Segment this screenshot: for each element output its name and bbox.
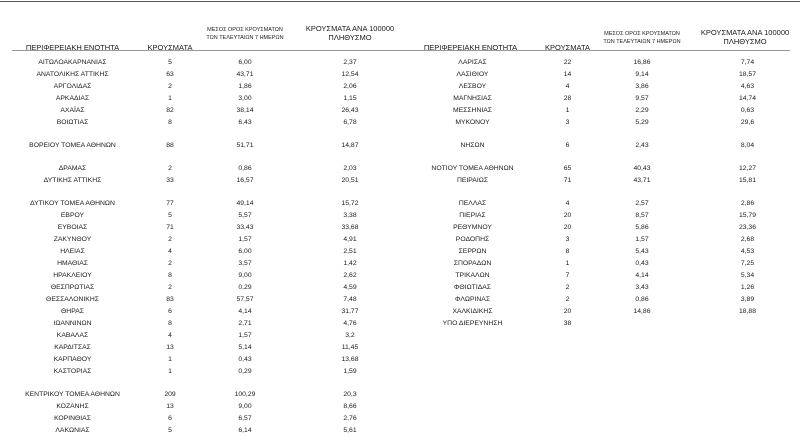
- left-cell-avg: 49,14: [236, 200, 254, 207]
- left-table-row: [0, 343, 800, 353]
- left-cell-cases: 77: [166, 200, 174, 207]
- right-cell-cases: 22: [563, 59, 572, 66]
- left-cell-per100k: 2,62: [343, 272, 357, 279]
- left-cell-cases: 8: [168, 272, 172, 279]
- right-cell-name: ΠΙΕΡΙΑΣ: [459, 212, 486, 219]
- left-cell-name: ΛΑΚΩΝΙΑΣ: [55, 427, 90, 434]
- left-cell-avg: 0,29: [238, 368, 252, 375]
- left-cell-name: ΗΛΕΙΑΣ: [60, 248, 85, 255]
- left-cell-cases: 4: [168, 332, 172, 339]
- left-cell-name: ΑΙΤΩΛΟΑΚΑΡΝΑΝΙΑΣ: [38, 59, 107, 66]
- left-cell-avg: 3,00: [238, 95, 252, 102]
- left-table-row: [0, 426, 800, 436]
- right-cell-avg: 3,86: [635, 83, 649, 90]
- right-table-row: [0, 283, 800, 293]
- left-header-cases: ΚΡΟΥΣΜΑΤΑ: [147, 43, 193, 52]
- left-cell-name: ΚΑΣΤΟΡΙΑΣ: [53, 368, 92, 375]
- left-cell-avg: 2,71: [238, 320, 252, 327]
- left-cell-cases: 4: [168, 248, 172, 255]
- left-cell-per100k: 2,51: [343, 248, 357, 255]
- right-cell-avg: 9,14: [635, 71, 649, 78]
- left-cell-avg: 57,57: [236, 296, 254, 303]
- left-cell-per100k: 3,38: [343, 212, 357, 219]
- right-cell-per100k: 5,34: [740, 272, 755, 279]
- left-cell-cases: 88: [166, 142, 174, 149]
- right-cell-avg: 2,57: [635, 200, 649, 207]
- left-cell-per100k: 26,43: [341, 107, 359, 114]
- left-cell-cases: 8: [168, 119, 172, 126]
- right-cell-avg: 5,86: [635, 224, 649, 231]
- right-cell-cases: 4: [565, 83, 570, 90]
- left-header-per100k-line1: ΚΡΟΥΣΜΑΤΑ ΑΝΑ 100000: [305, 24, 395, 33]
- left-cell-avg: 0,29: [238, 284, 252, 291]
- right-cell-cases: 20: [563, 212, 572, 219]
- right-cell-cases: 1: [565, 107, 570, 114]
- left-table-row: [0, 331, 800, 341]
- left-cell-per100k: 4,91: [343, 236, 357, 243]
- right-cell-name: ΣΕΡΡΩΝ: [458, 248, 487, 255]
- left-cell-avg: 6,43: [238, 119, 252, 126]
- left-cell-cases: 5: [168, 427, 172, 434]
- right-header-cases: ΚΡΟΥΣΜΑΤΑ: [545, 43, 590, 52]
- right-cell-avg: 8,57: [635, 212, 649, 219]
- right-table-row: [0, 70, 800, 80]
- left-cell-avg: 6,14: [238, 427, 252, 434]
- right-table-row: [0, 199, 800, 209]
- left-cell-name: ΙΩΑΝΝΙΝΩΝ: [53, 320, 92, 327]
- left-cell-per100k: 4,76: [343, 320, 357, 327]
- left-header-avg: [195, 26, 295, 42]
- left-cell-avg: 43,71: [236, 71, 254, 78]
- right-cell-per100k: 29,6: [740, 119, 755, 126]
- right-cell-name: ΜΥΚΟΝΟΥ: [455, 119, 490, 126]
- right-cell-cases: 28: [563, 95, 572, 102]
- left-cell-per100k: 4,59: [343, 284, 357, 291]
- right-table-row: [0, 211, 800, 221]
- left-cell-name: ΒΟΙΩΤΙΑΣ: [56, 119, 89, 126]
- left-cell-avg: 4,14: [238, 308, 252, 315]
- left-cell-avg: 38,14: [236, 107, 254, 114]
- left-cell-per100k: 1,42: [343, 260, 357, 267]
- left-cell-cases: 33: [166, 177, 174, 184]
- left-cell-name: ΘΕΣΣΑΛΟΝΙΚΗΣ: [46, 296, 99, 303]
- right-cell-per100k: 7,25: [740, 260, 755, 267]
- right-table-row: [0, 176, 800, 186]
- right-table-row: [0, 307, 800, 317]
- left-cell-cases: 2: [168, 236, 172, 243]
- right-header-avg: [592, 30, 692, 46]
- right-cell-per100k: 23,36: [738, 224, 756, 231]
- right-cell-per100k: 12,27: [738, 165, 756, 172]
- left-cell-cases: 83: [166, 296, 174, 303]
- left-cell-name: ΘΗΡΑΣ: [61, 308, 84, 315]
- left-cell-avg: 9,00: [238, 272, 252, 279]
- left-cell-name: ΑΡΚΑΔΙΑΣ: [55, 95, 90, 102]
- left-cell-cases: 6: [168, 308, 172, 315]
- right-cell-per100k: 15,81: [738, 177, 756, 184]
- left-cell-cases: 71: [166, 224, 174, 231]
- left-cell-per100k: 31,77: [341, 308, 359, 315]
- left-cell-name: ΘΕΣΠΡΩΤΙΑΣ: [50, 284, 95, 291]
- left-table-row: [0, 402, 800, 412]
- right-cell-per100k: 4,63: [740, 83, 755, 90]
- left-cell-cases: 1: [168, 368, 172, 375]
- right-cell-cases: 20: [563, 308, 572, 315]
- left-cell-per100k: 1,59: [343, 368, 357, 375]
- right-header-per100k: [690, 28, 800, 46]
- left-cell-cases: 2: [168, 83, 172, 90]
- right-table-row: [0, 164, 800, 174]
- right-header-per100k-line2: ΠΛΗΘΥΣΜΟ: [723, 37, 767, 46]
- left-table-row: [0, 390, 800, 400]
- left-cell-avg: 3,57: [238, 260, 252, 267]
- left-header-avg-line1: ΜΕΣΟΣ ΟΡΟΣ ΚΡΟΥΣΜΑΤΩΝ: [207, 27, 283, 33]
- left-cell-name: ΑΡΓΟΛΙΔΑΣ: [53, 83, 92, 90]
- left-cell-per100k: 2,76: [343, 415, 357, 422]
- left-cell-name: ΚΕΝΤΡΙΚΟΥ ΤΟΜΕΑ ΑΘΗΝΩΝ: [25, 391, 120, 398]
- right-table-row: [0, 271, 800, 281]
- right-cell-cases: 38: [563, 320, 572, 327]
- right-table-row: [0, 94, 800, 104]
- right-header-avg-line1: ΜΕΣΟΣ ΟΡΟΣ ΚΡΟΥΣΜΑΤΩΝ: [604, 31, 680, 37]
- right-cell-name: ΡΕΘΥΜΝΟΥ: [453, 224, 492, 231]
- left-cell-cases: 209: [164, 391, 176, 398]
- right-cell-avg: 4,14: [635, 272, 649, 279]
- right-cell-cases: 71: [563, 177, 572, 184]
- left-cell-name: ΔΥΤΙΚΟΥ ΤΟΜΕΑ ΑΘΗΝΩΝ: [30, 200, 115, 207]
- right-cell-avg: 3,43: [635, 284, 649, 291]
- right-cell-avg: 43,71: [633, 177, 651, 184]
- right-cell-name: ΝΟΤΙΟΥ ΤΟΜΕΑ ΑΘΗΝΩΝ: [431, 165, 514, 172]
- left-cell-name: ΑΝΑΤΟΛΙΚΗΣ ΑΤΤΙΚΗΣ: [36, 71, 109, 78]
- right-header-per100k-line1: ΚΡΟΥΣΜΑΤΑ ΑΝΑ 100000: [700, 28, 790, 37]
- right-cell-per100k: 1,26: [740, 284, 755, 291]
- right-cell-avg: 0,86: [635, 296, 649, 303]
- right-cell-name: ΛΕΣΒΟΥ: [458, 83, 487, 90]
- right-cell-name: ΛΑΡΙΣΑΣ: [458, 59, 487, 66]
- right-cell-name: ΜΕΣΣΗΝΙΑΣ: [452, 107, 493, 114]
- left-cell-per100k: 7,48: [343, 296, 357, 303]
- right-table-row: [0, 82, 800, 92]
- right-cell-per100k: 7,74: [740, 59, 755, 66]
- left-cell-avg: 9,00: [238, 403, 252, 410]
- right-cell-per100k: 8,04: [740, 142, 755, 149]
- left-cell-avg: 6,57: [238, 415, 252, 422]
- left-cell-per100k: 13,68: [341, 356, 359, 363]
- left-cell-cases: 8: [168, 320, 172, 327]
- right-cell-cases: 1: [565, 260, 570, 267]
- left-cell-avg: 51,71: [236, 142, 254, 149]
- left-cell-name: ΔΥΤΙΚΗΣ ΑΤΤΙΚΗΣ: [43, 177, 102, 184]
- left-cell-name: ΔΡΑΜΑΣ: [58, 165, 87, 172]
- right-cell-per100k: 0,63: [740, 107, 755, 114]
- left-cell-per100k: 11,45: [341, 344, 359, 351]
- right-cell-per100k: 4,53: [740, 248, 755, 255]
- right-cell-name: ΛΑΣΙΘΙΟΥ: [456, 71, 489, 78]
- left-cell-name: ΚΟΖΑΝΗΣ: [56, 403, 89, 410]
- left-cell-avg: 5,14: [238, 344, 252, 351]
- left-cell-cases: 63: [166, 71, 174, 78]
- right-cell-cases: 2: [565, 296, 570, 303]
- right-cell-avg: 9,57: [635, 95, 649, 102]
- left-header-avg-line2: ΤΩΝ ΤΕΛΕΥΤΑΙΩΝ 7 ΗΜΕΡΩΝ: [206, 35, 284, 41]
- right-table-row: [0, 223, 800, 233]
- right-cell-per100k: 14,74: [738, 95, 756, 102]
- right-table-row: [0, 106, 800, 116]
- right-table-row: [0, 259, 800, 269]
- right-cell-per100k: 2,86: [740, 200, 755, 207]
- left-cell-per100k: 1,15: [343, 95, 357, 102]
- left-cell-per100k: 8,66: [343, 403, 357, 410]
- right-header-avg-line2: ΤΩΝ ΤΕΛΕΥΤΑΙΩΝ 7 ΗΜΕΡΩΝ: [603, 39, 681, 45]
- right-cell-avg: 16,86: [633, 59, 651, 66]
- left-cell-avg: 16,57: [236, 177, 254, 184]
- right-cell-avg: 5,29: [635, 119, 649, 126]
- left-cell-name: ΕΒΡΟΥ: [60, 212, 85, 219]
- right-table-row: [0, 141, 800, 151]
- right-cell-name: ΡΟΔΟΠΗΣ: [455, 236, 490, 243]
- left-cell-per100k: 15,72: [341, 200, 359, 207]
- left-cell-cases: 2: [168, 284, 172, 291]
- left-cell-name: ΗΜΑΘΙΑΣ: [57, 260, 88, 267]
- left-cell-per100k: 6,78: [343, 119, 357, 126]
- right-cell-cases: 7: [565, 272, 570, 279]
- left-cell-cases: 5: [168, 212, 172, 219]
- left-cell-per100k: 2,06: [343, 83, 357, 90]
- right-cell-name: ΥΠΟ ΔΙΕΡΕΥΝΗΣΗ: [442, 320, 503, 327]
- right-cell-per100k: 2,68: [740, 236, 755, 243]
- right-table-row: [0, 58, 800, 68]
- left-cell-avg: 0,43: [238, 356, 252, 363]
- left-cell-per100k: 2,37: [343, 59, 357, 66]
- left-cell-name: ΒΟΡΕΙΟΥ ΤΟΜΕΑ ΑΘΗΝΩΝ: [29, 142, 116, 149]
- right-header-region: ΠΕΡΙΦΕΡΕΙΑΚΗ ΕΝΟΤΗΤΑ: [423, 43, 518, 52]
- left-cell-name: ΚΑΡΠΑΘΟΥ: [53, 356, 92, 363]
- right-table-row: [0, 295, 800, 305]
- left-header-per100k: [295, 24, 405, 42]
- right-cell-per100k: 18,57: [738, 71, 756, 78]
- right-cell-avg: 2,43: [635, 142, 649, 149]
- right-cell-avg: 5,43: [635, 248, 649, 255]
- right-cell-cases: 2: [565, 284, 570, 291]
- left-cell-name: ΚΟΡΙΝΘΙΑΣ: [54, 415, 91, 422]
- right-cell-name: ΜΑΓΝΗΣΙΑΣ: [453, 95, 492, 102]
- right-cell-cases: 3: [565, 119, 570, 126]
- right-cell-cases: 6: [565, 142, 570, 149]
- left-cell-per100k: 5,61: [343, 427, 357, 434]
- right-table-row: [0, 319, 800, 329]
- left-cell-per100k: 33,68: [341, 224, 359, 231]
- left-cell-avg: 100,29: [234, 391, 256, 398]
- left-cell-per100k: 20,3: [343, 391, 357, 398]
- left-table-row: [0, 414, 800, 424]
- right-cell-avg: 0,43: [635, 260, 649, 267]
- left-cell-name: ΗΡΑΚΛΕΙΟΥ: [53, 272, 92, 279]
- right-cell-name: ΦΛΩΡΙΝΑΣ: [454, 296, 491, 303]
- left-cell-avg: 0,86: [238, 165, 252, 172]
- left-cell-cases: 82: [166, 107, 174, 114]
- left-cell-avg: 6,00: [238, 248, 252, 255]
- right-cell-avg: 40,43: [633, 165, 651, 172]
- left-cell-name: ΖΑΚΥΝΘΟΥ: [53, 236, 92, 243]
- right-cell-name: ΝΗΣΩΝ: [460, 142, 485, 149]
- left-cell-cases: 1: [168, 95, 172, 102]
- left-cell-per100k: 3,2: [345, 332, 355, 339]
- left-cell-avg: 33,43: [236, 224, 254, 231]
- right-cell-avg: 1,57: [635, 236, 649, 243]
- right-table-row: [0, 235, 800, 245]
- left-cell-name: ΚΑΡΔΙΤΣΑΣ: [54, 344, 91, 351]
- left-table-row: [0, 355, 800, 365]
- left-cell-avg: 5,57: [238, 212, 252, 219]
- right-cell-name: ΠΕΛΛΑΣ: [458, 200, 487, 207]
- left-cell-cases: 2: [168, 260, 172, 267]
- left-cell-cases: 5: [168, 59, 172, 66]
- right-cell-per100k: 18,88: [738, 308, 756, 315]
- right-table-row: [0, 118, 800, 128]
- left-header-region: ΠΕΡΙΦΕΡΕΙΑΚΗ ΕΝΟΤΗΤΑ: [25, 43, 120, 52]
- right-cell-avg: 14,86: [633, 308, 651, 315]
- left-table-row: [0, 367, 800, 377]
- left-cell-name: ΑΧΑΪΑΣ: [60, 107, 85, 114]
- left-cell-per100k: 2,03: [343, 165, 357, 172]
- right-cell-per100k: 3,89: [740, 296, 755, 303]
- left-cell-name: ΚΑΒΑΛΑΣ: [56, 332, 89, 339]
- left-cell-avg: 1,57: [238, 332, 252, 339]
- right-cell-name: ΣΠΟΡΑΔΩΝ: [453, 260, 492, 267]
- left-cell-avg: 1,57: [238, 236, 252, 243]
- left-cell-cases: 2: [168, 165, 172, 172]
- left-cell-cases: 1: [168, 356, 172, 363]
- right-cell-name: ΦΘΙΩΤΙΔΑΣ: [454, 284, 491, 291]
- left-cell-per100k: 12,54: [341, 71, 359, 78]
- right-cell-cases: 4: [565, 200, 570, 207]
- right-cell-name: ΠΕΙΡΑΙΩΣ: [456, 177, 489, 184]
- right-cell-name: ΧΑΛΚΙΔΙΚΗΣ: [452, 308, 493, 315]
- left-cell-cases: 13: [166, 344, 174, 351]
- left-cell-name: ΕΥΒΟΙΑΣ: [57, 224, 88, 231]
- left-header-per100k-line2: ΠΛΗΘΥΣΜΟ: [328, 33, 372, 42]
- right-cell-cases: 14: [563, 71, 572, 78]
- right-table-row: [0, 247, 800, 257]
- right-cell-cases: 8: [565, 248, 570, 255]
- right-cell-per100k: 15,79: [738, 212, 756, 219]
- left-cell-avg: 1,86: [238, 83, 252, 90]
- left-cell-per100k: 14,87: [341, 142, 359, 149]
- right-cell-cases: 65: [563, 165, 572, 172]
- right-cell-cases: 20: [563, 224, 572, 231]
- left-cell-cases: 6: [168, 415, 172, 422]
- right-cell-cases: 3: [565, 236, 570, 243]
- left-cell-cases: 13: [166, 403, 174, 410]
- left-cell-per100k: 20,51: [341, 177, 359, 184]
- left-cell-avg: 6,00: [238, 59, 252, 66]
- right-cell-avg: 2,29: [635, 107, 649, 114]
- right-cell-name: ΤΡΙΚΑΛΩΝ: [455, 272, 490, 279]
